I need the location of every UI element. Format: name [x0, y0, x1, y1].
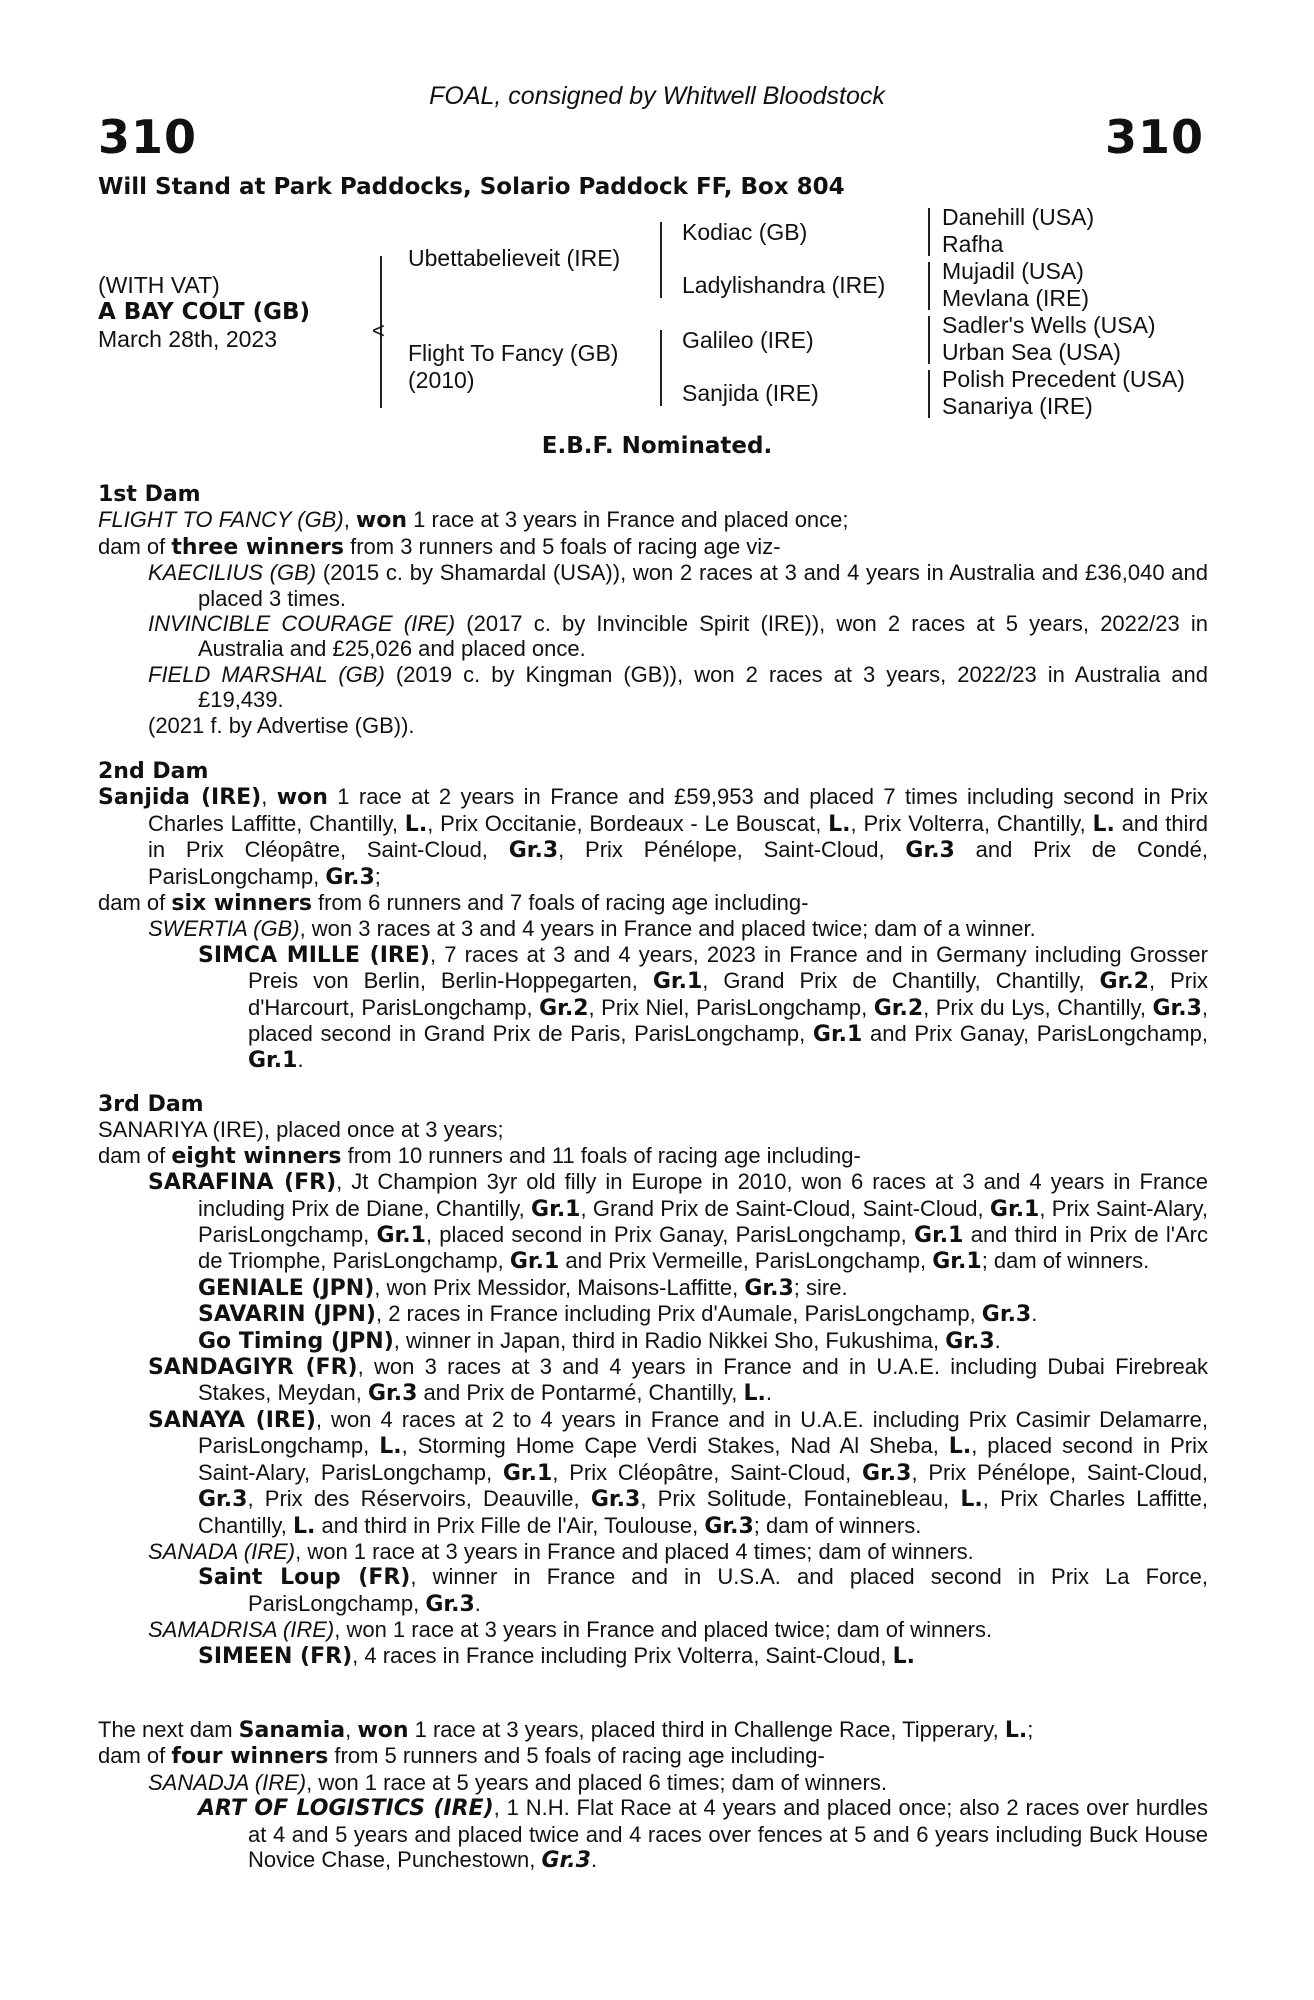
- produce-entry: SANADJA (IRE), won 1 race at 5 years and placed 6 times; dam of winners.: [148, 1769, 887, 1795]
- lot-description: [98, 272, 310, 353]
- produce-entry: INVINCIBLE COURAGE (IRE) (2017 c. by Invincible Spirit (IRE)), won 2 races at 5 years, 2022/23 in Australia and £25,026 and placed once.: [148, 611, 1208, 662]
- consignor-line: FOAL, consigned by Whitwell Bloodstock: [429, 82, 885, 110]
- pedigree-brace-sire: [660, 222, 662, 298]
- second-dam-produce-summary: dam of six winners from 6 runners and 7 foals of racing age including-: [98, 890, 809, 917]
- first-dam-heading: 1st Dam: [98, 482, 201, 507]
- pedigree-sire-sire: Kodiac (GB): [682, 219, 808, 245]
- produce-entry: SIMEEN (FR), 4 races in France including Prix Volterra, Saint-Cloud, L.: [198, 1642, 916, 1669]
- next-dam-produce-summary: dam of four winners from 5 runners and 5 foals of racing age including-: [98, 1743, 825, 1770]
- produce-entry: SANDAGIYR (FR), won 3 races at 3 and 4 years in France and in U.A.E. including Dubai Firebreak Stakes, Meydan, Gr.3 and Prix de Pontarmé, Chantilly, L..: [148, 1354, 1208, 1407]
- third-dam-section: [98, 1092, 1208, 1669]
- produce-entry: KAECILIUS (GB) (2015 c. by Shamardal (USA)), won 2 races at 3 and 4 years in Australia and £36,040 and placed 3 times.: [148, 560, 1208, 611]
- produce-entry: Go Timing (JPN), winner in Japan, third in Radio Nikkei Sho, Fukushima, Gr.3.: [198, 1327, 1001, 1354]
- pedigree-dam: Flight To Fancy (GB): [408, 340, 619, 366]
- pedigree-sire: Ubettabelieveit (IRE): [408, 245, 621, 271]
- produce-entry: SAVARIN (JPN), 2 races in France including Prix d'Aumale, ParisLongchamp, Gr.3.: [198, 1301, 1038, 1328]
- pedigree-brace-sd: [928, 262, 930, 310]
- produce-entry: FIELD MARSHAL (GB) (2019 c. by Kingman (GB)), won 2 races at 3 years, 2022/23 in Australia and £19,439.: [148, 661, 1208, 713]
- pedigree-dam-year: (2010): [408, 367, 475, 393]
- pedigree-brace-ss: [928, 208, 930, 256]
- second-dam-record: Sanjida (IRE), won 1 race at 2 years in France and £59,953 and placed 7 times including second in Prix Charles Laffitte, Chantilly, L., Prix Occitanie, Bordeaux - Le Bouscat, L., Prix Volterra, Chantilly, L. and third in Prix Cléopâtre, Saint-Cloud, Gr.3, Prix Pénélope, Saint-Cloud, Gr.3 and Prix de Condé, ParisLongchamp, Gr.3;: [98, 784, 1208, 890]
- first-dam-section: [98, 482, 1208, 738]
- third-dam-heading: 3rd Dam: [98, 1092, 204, 1117]
- produce-entry: ART OF LOGISTICS (IRE), 1 N.H. Flat Race at 4 years and placed once; also 2 races over hurdles at 4 and 5 years and placed twice and 4 races over fences at 5 and 6 years including Buck House Novice Chase, Punchestown, Gr.3.: [198, 1795, 1208, 1874]
- pedigree-sire-dam: Ladylishandra (IRE): [682, 272, 886, 298]
- produce-entry: GENIALE (JPN), won Prix Messidor, Maisons-Laffitte, Gr.3; sire.: [198, 1274, 848, 1301]
- lot-number-right: 310: [1104, 110, 1204, 164]
- ebf-nomination: E.B.F. Nominated.: [541, 433, 773, 459]
- lot-title: A BAY COLT (GB): [98, 299, 311, 325]
- first-dam-record: FLIGHT TO FANCY (GB), won 1 race at 3 years in France and placed once;: [98, 507, 849, 534]
- pedigree-sss: Danehill (USA): [942, 204, 1095, 230]
- pedigree-brace-point: <: [372, 318, 385, 343]
- first-dam-produce-summary: dam of three winners from 3 runners and 5 foals of racing age viz-: [98, 533, 781, 560]
- pedigree-dam-sire: Galileo (IRE): [682, 327, 814, 353]
- pedigree-dam-dam: Sanjida (IRE): [682, 380, 819, 406]
- vat-note: (WITH VAT): [98, 272, 220, 298]
- produce-entry: Saint Loup (FR), winner in France and in U.S.A. and placed second in Prix La Force, ParisLongchamp, Gr.3.: [198, 1564, 1208, 1617]
- pedigree-brace-dd: [928, 370, 930, 418]
- stabling-location: Will Stand at Park Paddocks, Solario Paddock FF, Box 804: [98, 174, 845, 200]
- produce-entry: (2021 f. by Advertise (GB)).: [148, 712, 415, 738]
- second-dam-heading: 2nd Dam: [98, 759, 209, 784]
- next-dam-section: [98, 1717, 1208, 1873]
- second-dam-section: [98, 759, 1208, 1074]
- produce-entry: SIMCA MILLE (IRE), 7 races at 3 and 4 years, 2023 in France and in Germany including Grosser Preis von Berlin, Berlin-Hoppegarten, Gr.1, Grand Prix de Chantilly, Chantilly, Gr.2, Prix d'Harcourt, ParisLongchamp, Gr.2, Prix Niel, ParisLongchamp, Gr.2, Prix du Lys, Chantilly, Gr.3, placed second in Grand Prix de Paris, ParisLongchamp, Gr.1 and Prix Ganay, ParisLongchamp, Gr.1.: [198, 941, 1208, 1074]
- first-dam-name: FLIGHT TO FANCY (GB): [98, 507, 344, 533]
- pedigree-dss: Sadler's Wells (USA): [942, 312, 1156, 338]
- next-dam-record: The next dam Sanamia, won 1 race at 3 years, placed third in Challenge Race, Tipperary, L.;: [98, 1717, 1034, 1743]
- third-dam-produce-summary: dam of eight winners from 10 runners and 11 foals of racing age including-: [98, 1142, 861, 1169]
- pedigree-sds: Mujadil (USA): [942, 258, 1084, 284]
- pedigree-brace-ds: [928, 316, 930, 364]
- produce-entry: SANAYA (IRE), won 4 races at 2 to 4 years in France and in U.A.E. including Prix Casimir Delamarre, ParisLongchamp, L., Storming Home Cape Verdi Stakes, Nad Al Sheba, L., placed second in Prix Saint-Alary, ParisLongchamp, Gr.1, Prix Cléopâtre, Saint-Cloud, Gr.3, Prix Pénélope, Saint-Cloud, Gr.3, Prix des Réservoirs, Deauville, Gr.3, Prix Solitude, Fontainebleau, L., Prix Charles Laffitte, Chantilly, L. and third in Prix Fille de l'Air, Toulouse, Gr.3; dam of winners.: [148, 1406, 1209, 1539]
- foaling-date: March 28th, 2023: [98, 326, 278, 352]
- produce-entry: SWERTIA (GB), won 3 races at 3 and 4 years in France and placed twice; dam of a winner.: [148, 916, 1036, 942]
- pedigree-ssd: Rafha: [942, 231, 1004, 257]
- produce-entry: SARAFINA (FR), Jt Champion 3yr old filly in Europe in 2010, won 6 races at 3 and 4 years in France including Prix de Diane, Chantilly, Gr.1, Grand Prix de Saint-Cloud, Saint-Cloud, Gr.1, Prix Saint-Alary, ParisLongchamp, Gr.1, placed second in Prix Ganay, ParisLongchamp, Gr.1 and third in Prix de l'Arc de Triomphe, ParisLongchamp, Gr.1 and Prix Vermeille, ParisLongchamp, Gr.1; dam of winners.: [148, 1169, 1209, 1275]
- pedigree-sdd: Mevlana (IRE): [942, 285, 1089, 311]
- pedigree-dds: Polish Precedent (USA): [942, 366, 1185, 392]
- lot-number-left: 310: [98, 110, 198, 164]
- produce-entry: SAMADRISA (IRE), won 1 race at 3 years in France and placed twice; dam of winners.: [148, 1617, 993, 1643]
- produce-entry: SANADA (IRE), won 1 race at 3 years in France and placed 4 times; dam of winners.: [148, 1538, 974, 1564]
- pedigree-dsd: Urban Sea (USA): [942, 339, 1121, 365]
- pedigree-brace-dam: [660, 330, 662, 406]
- third-dam-record: SANARIYA (IRE), placed once at 3 years;: [98, 1117, 504, 1143]
- pedigree-ddd: Sanariya (IRE): [942, 393, 1093, 419]
